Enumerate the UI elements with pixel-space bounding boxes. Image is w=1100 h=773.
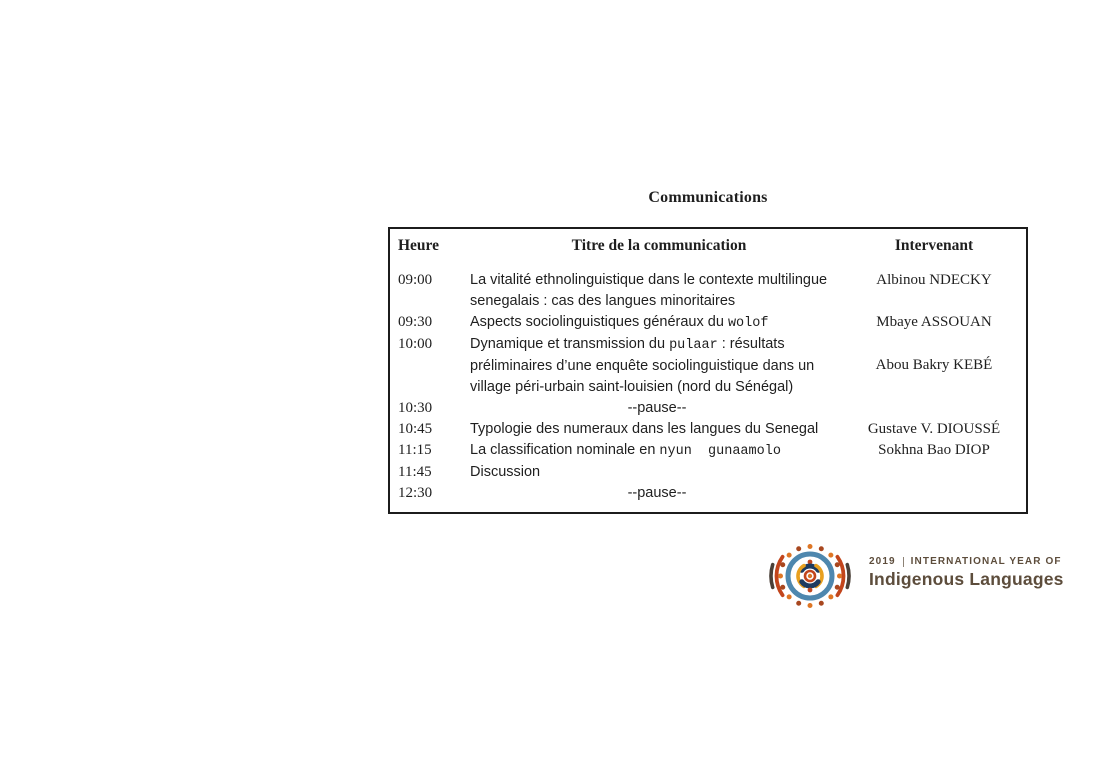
title-cell — [470, 440, 848, 462]
title-text: La vitalité ethnolinguistique dans le contexte multilingue senegalais : cas des langues minoritaires — [470, 272, 828, 309]
logo-dot — [787, 553, 792, 558]
table-row — [398, 483, 1020, 504]
logo-dot — [787, 594, 792, 599]
speaker-cell: Mbaye ASSOUAN — [876, 314, 992, 330]
time-cell: 09:30 — [398, 314, 433, 330]
iyil-emblem-icon — [768, 534, 852, 618]
time-cell: 10:45 — [398, 421, 433, 437]
iyil-logo — [768, 534, 1064, 624]
section-title: Communications — [648, 189, 768, 206]
logo-dot — [835, 562, 840, 567]
logo-dot — [819, 546, 824, 551]
speaker-cell — [848, 462, 1020, 483]
program-table — [388, 227, 1028, 514]
logo-dot — [780, 585, 785, 590]
table-body — [398, 270, 1020, 504]
emblem-left-dark-arc — [771, 565, 773, 588]
time-cell: 11:45 — [398, 464, 432, 480]
logo-dot — [835, 585, 840, 590]
time-cell: 12:30 — [398, 485, 433, 501]
logo-dot — [828, 594, 833, 599]
logo-dot — [819, 601, 824, 606]
logo-year: 2019 — [869, 556, 896, 567]
language-name: wolof — [727, 316, 769, 331]
table-row — [398, 419, 1020, 440]
speaker-cell — [848, 398, 1020, 419]
logo-wordmark: Indigenous Languages — [869, 569, 1064, 589]
title-text: Discussion — [470, 464, 541, 480]
table-row — [398, 398, 1020, 419]
logo-dot — [796, 546, 801, 551]
logo-dot — [808, 603, 813, 608]
logo-dot — [796, 601, 801, 606]
title-cell — [470, 419, 848, 440]
title-cell — [470, 483, 848, 504]
emblem-right-dark-arc — [847, 565, 849, 588]
speaker-cell: Abou Bakry KEBÉ — [875, 357, 993, 373]
title-text: Typologie des numeraux dans les langues du Senegal — [470, 421, 819, 437]
logo-dot — [828, 553, 833, 558]
title-text: La classification nominale en — [470, 442, 660, 458]
speaker-cell — [848, 483, 1020, 504]
table-row — [398, 334, 1020, 398]
header-heure: Heure — [398, 237, 440, 254]
title-text: Aspects sociolinguistiques généraux du — [470, 314, 728, 330]
title-text: Dynamique et transmission du — [470, 336, 670, 352]
emblem-bottom-dot — [808, 588, 813, 593]
language-name: nyun gunaamolo — [659, 444, 781, 459]
table-row — [398, 312, 1020, 334]
emblem-center-dot — [808, 574, 812, 578]
header-titre: Titre de la communication — [571, 237, 747, 254]
speaker-cell: Gustave V. DIOUSSÉ — [867, 421, 1001, 437]
logo-dot — [778, 574, 783, 579]
title-text: --pause-- — [627, 400, 687, 416]
header-intervenant: Intervenant — [894, 237, 974, 254]
logo-divider — [903, 557, 904, 567]
title-cell — [470, 398, 848, 419]
table-row — [398, 462, 1020, 483]
logo-year-of: INTERNATIONAL YEAR OF — [910, 556, 1062, 567]
title-cell — [470, 270, 848, 312]
time-cell: 09:00 — [398, 272, 433, 288]
time-cell: 10:00 — [398, 336, 433, 352]
title-cell — [470, 462, 848, 483]
table-row — [398, 270, 1020, 312]
speaker-cell: Albinou NDECKY — [876, 272, 992, 288]
title-text: : résultats préliminaires d’une enquête sociolinguistique dans un village péri-urbain saint-louisien (nord du Sénégal) — [470, 336, 815, 395]
speaker-cell: Sokhna Bao DIOP — [878, 442, 990, 458]
title-cell — [470, 312, 848, 334]
time-cell: 11:15 — [398, 442, 432, 458]
logo-top-line — [869, 556, 1064, 567]
time-cell: 10:30 — [398, 400, 433, 416]
title-text: --pause-- — [627, 485, 687, 501]
logo-dot — [780, 562, 785, 567]
language-name: pulaar — [669, 338, 718, 353]
table-header-row — [398, 235, 1020, 256]
logo-text — [869, 556, 1064, 590]
title-cell — [470, 334, 848, 398]
logo-dot — [837, 574, 842, 579]
table-row — [398, 440, 1020, 462]
logo-dot — [808, 544, 813, 549]
